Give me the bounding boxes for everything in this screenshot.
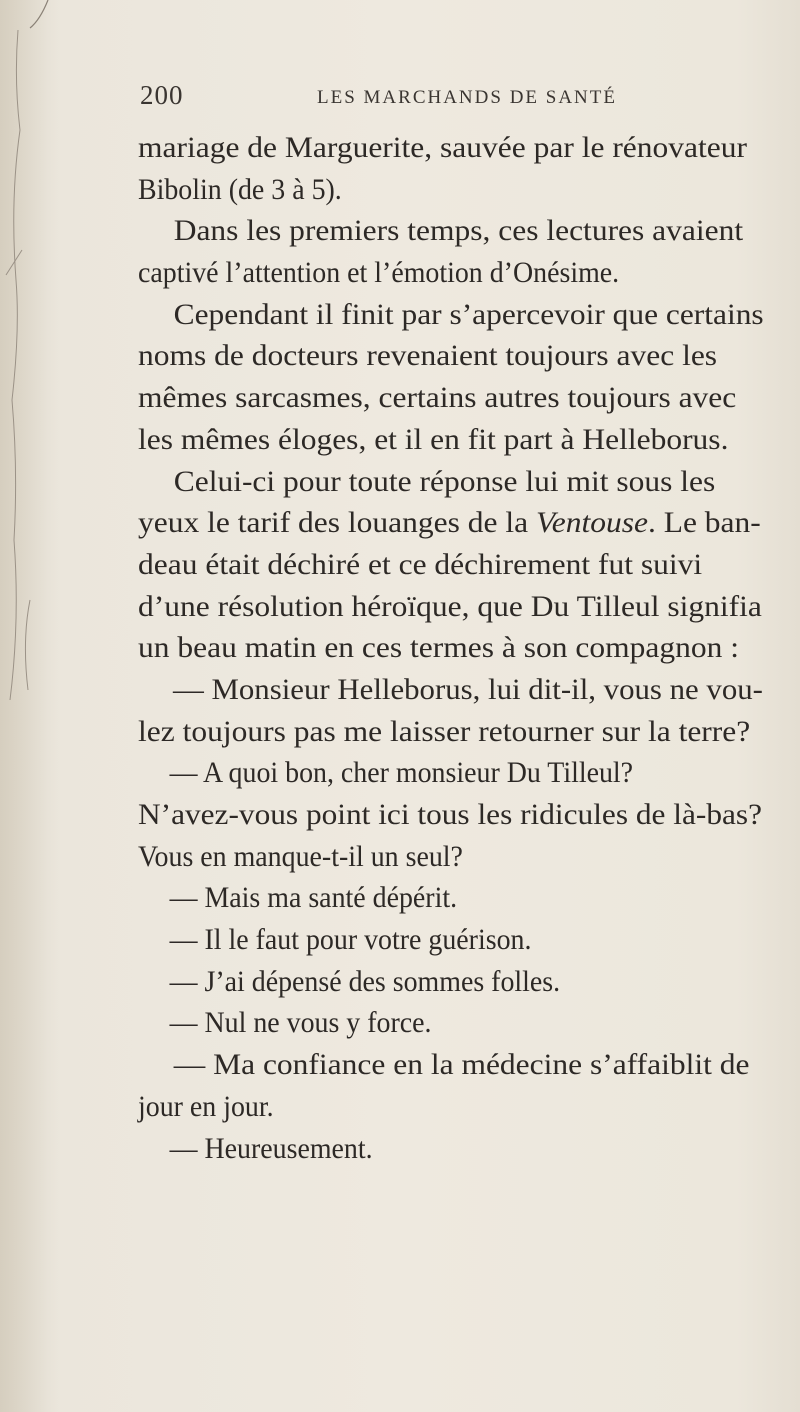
page-number: 200 xyxy=(140,80,184,110)
text-line: — Nul ne vous y force. xyxy=(169,1006,432,1040)
text-line: deau était déchiré et ce déchirement fut suivi xyxy=(138,547,703,581)
text-line: N’avez-vous point ici tous les ridicules de là-bas? xyxy=(138,798,763,831)
margin-pencil-marks xyxy=(0,0,60,1412)
text-line: d’une résolution héroïque, que Du Tilleul signifia xyxy=(138,589,762,623)
text-fragment: yeux le tarif des louanges de la xyxy=(138,506,536,540)
text-line: mêmes sarcasmes, certains autres toujours avec xyxy=(138,381,737,415)
text-line: — A quoi bon, cher monsieur Du Tilleul? xyxy=(169,756,634,790)
text-line: jour en jour. xyxy=(138,1089,274,1123)
text-line: Cependant il finit par s’apercevoir que certains xyxy=(173,297,764,331)
body-text xyxy=(138,127,798,1169)
text-line: — J’ai dépensé des sommes folles. xyxy=(169,964,561,998)
text-line: — Il le faut pour votre guérison. xyxy=(169,923,532,957)
text-line: Vous en manque-t-il un seul? xyxy=(138,839,463,873)
text-line: les mêmes éloges, et il en fit part à Helleborus. xyxy=(138,422,729,456)
text-line xyxy=(138,502,800,544)
text-line: lez toujours pas me laisser retourner sur la terre? xyxy=(138,714,751,748)
text-line: — Ma confiance en la médecine s’affaiblit de xyxy=(173,1048,750,1082)
text-line: — Heureusement. xyxy=(169,1131,373,1165)
text-line: Bibolin (de 3 à 5). xyxy=(138,172,342,206)
text-line: — Monsieur Helleborus, lui dit-il, vous ne vou- xyxy=(172,672,763,706)
italic-title: Ventouse xyxy=(535,506,648,540)
text-line: captivé l’attention et l’émotion d’Onésime. xyxy=(138,256,620,290)
running-head: LES MARCHANDS DE SANTÉ xyxy=(317,87,617,108)
text-line: — Mais ma santé dépérit. xyxy=(169,881,458,915)
text-fragment: . Le ban- xyxy=(647,506,761,540)
page-header xyxy=(140,80,660,120)
text-line: Dans les premiers temps, ces lectures avaient xyxy=(173,214,744,248)
text-line: noms de docteurs revenaient toujours avec les xyxy=(138,339,718,373)
text-line: Celui-ci pour toute réponse lui mit sous les xyxy=(173,464,716,498)
text-line: un beau matin en ces termes à son compagnon : xyxy=(138,631,739,665)
text-line: mariage de Marguerite, sauvée par le rénovateur xyxy=(138,131,747,164)
